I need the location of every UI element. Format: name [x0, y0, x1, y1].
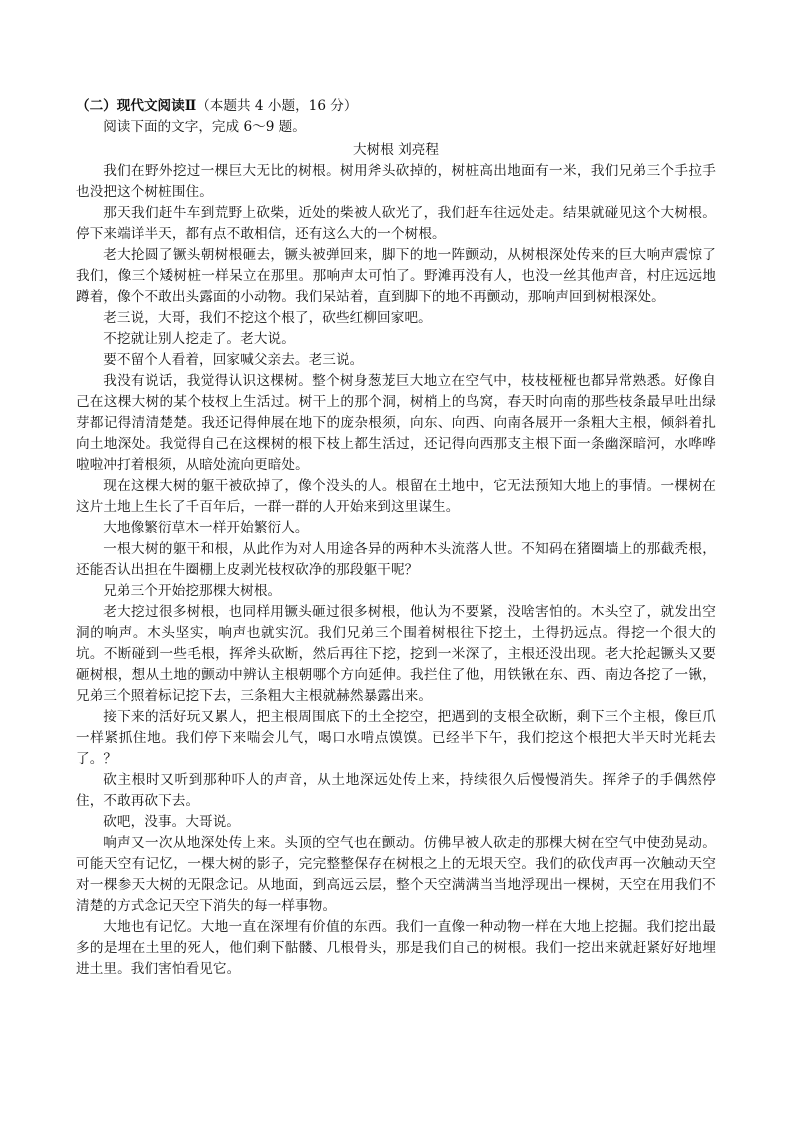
article-paragraph: 响声又一次从地深处传上来。头顶的空气也在颤动。仿佛早被人砍走的那棵大树在空气中使劲晃动。可能天空有记忆，一棵大树的影子，完完整整保存在树根之上的无垠天空。我们的砍伐声再一次触动天空对一棵参天大树的无限念记。从地面，到高远云层，整个天空满满当当地浮现出一棵树，天空在用我们不清楚的方式念记天空下消失的每一样事物。	[76, 835, 716, 914]
section-score-note: （本题共 4 小题，16 分）	[196, 98, 358, 114]
article-paragraph: 砍吧，没事。大哥说。	[103, 814, 241, 830]
article-paragraph: 老大挖过很多树根，也同样用镢头砸过很多树根，他认为不要紧，没啥害怕的。木头空了，就发出空洞的响声。木头坚实，响声也就实沉。我们兄弟三个围着树根往下挖土，土得扔远点。得挖一个很大的坑。不断碰到一些毛根，挥斧头砍断，然后再往下挖，挖到一米深了，主根还没出现。老大抡起镢头又要砸树根，想从土地的颤动中辨认主根朝哪个方向延伸。我拦住了他，用铁锹在东、西、南边各挖了一锹，兄弟三个照着标记挖下去，三条粗大主根就赫然暴露出来。	[76, 604, 716, 704]
article-title: 大树根 刘亮程	[353, 142, 439, 158]
article-paragraph: 现在这棵大树的躯干被砍掉了，像个没头的人。根留在土地中，它无法预知大地上的事情。一棵树在这片土地上生长了千百年后，一群一群的人开始来到这里谋生。	[76, 478, 716, 515]
article-paragraph: 一根大树的躯干和根，从此作为对人用途各异的两种木头流落人世。不知码在猪圈墙上的那截秃根，还能否认出担在牛圈棚上皮剥光枝杈砍净的那段躯干呢？	[76, 541, 716, 578]
article-paragraph: 我没有说话，我觉得认识这棵树。整个树身葱茏巨大地立在空气中，枝枝桠桠也都异常熟悉。好像自己在这棵大树的某个枝杈上生活过。树干上的那个洞，树梢上的鸟窝，春天时向南的那些枝条最早吐出绿芽都记得清清楚楚。我还记得伸展在地下的庞杂根须，向东、向西、向南各展开一条粗大主根，倾斜着扎向土地深处。我觉得自己在这棵树的根下枝上都生活过，还记得向西那支主根下面一条幽深暗河，水哗哗啦啦冲打着根须，从暗处流向更暗处。	[76, 373, 716, 473]
section-title: （二）现代文阅读Ⅱ	[76, 98, 197, 114]
article-paragraph: 那天我们赶牛车到荒野上砍柴，近处的柴被人砍光了，我们赶车往远处走。结果就碰见这个大树根。停下来端详半天，都有点不敢相信，还有这么大的一个树根。	[76, 205, 716, 242]
article-paragraph: 兄弟三个开始挖那棵大树根。	[103, 583, 282, 599]
article-paragraph: 砍主根时又听到那种吓人的声音，从土地深远处传上来，持续很久后慢慢消失。挥斧子的手偶然停住，不敢再砍下去。	[76, 772, 716, 809]
article-paragraph: 不挖就让别人挖走了。老大说。	[103, 331, 295, 347]
article-paragraph: 大地也有记忆。大地一直在深埋有价值的东西。我们一直像一种动物一样在大地上挖掘。我们挖出最多的是埋在土里的死人，他们剩下骷髅、几根骨头，那是我们自己的树根。我们一挖出来就赶紧好好地埋进土里。我们害怕看见它。	[76, 919, 716, 977]
article-paragraph: 大地像繁衍草木一样开始繁衍人。	[103, 520, 309, 536]
section-heading	[76, 96, 716, 117]
reading-instruction: 阅读下面的文字，完成 6～9 题。	[103, 119, 306, 135]
article-paragraph: 接下来的活好玩又累人，把主根周围底下的土全挖空，把遇到的支根全砍断，剩下三个主根，像巨爪一样紧抓住地。我们停下来喘会儿气，喝口水啃点馍馍。已经半下午，我们挖这个根把大半天时光耗去了。？	[76, 709, 716, 767]
article-paragraph: 要不留个人看着，回家喊父亲去。老三说。	[103, 352, 364, 368]
article-paragraph: 我们在野外挖过一棵巨大无比的树根。树用斧头砍掉的，树桩高出地面有一米，我们兄弟三个手拉手也没把这个树桩围住。	[76, 163, 716, 200]
article-paragraph: 老大抡圆了镢头朝树根砸去，镢头被弹回来，脚下的地一阵颤动，从树根深处传来的巨大响声震惊了我们，像三个矮树桩一样呆立在那里。那响声太可怕了。野滩再没有人，也没一丝其他声音，村庄远远地蹲着，像个不敢出头露面的小动物。我们呆站着，直到脚下的地不再颤动，那响声回到树根深处。	[76, 247, 716, 305]
article-paragraph: 老三说，大哥，我们不挖这个根了，砍些红柳回家吧。	[103, 310, 432, 326]
